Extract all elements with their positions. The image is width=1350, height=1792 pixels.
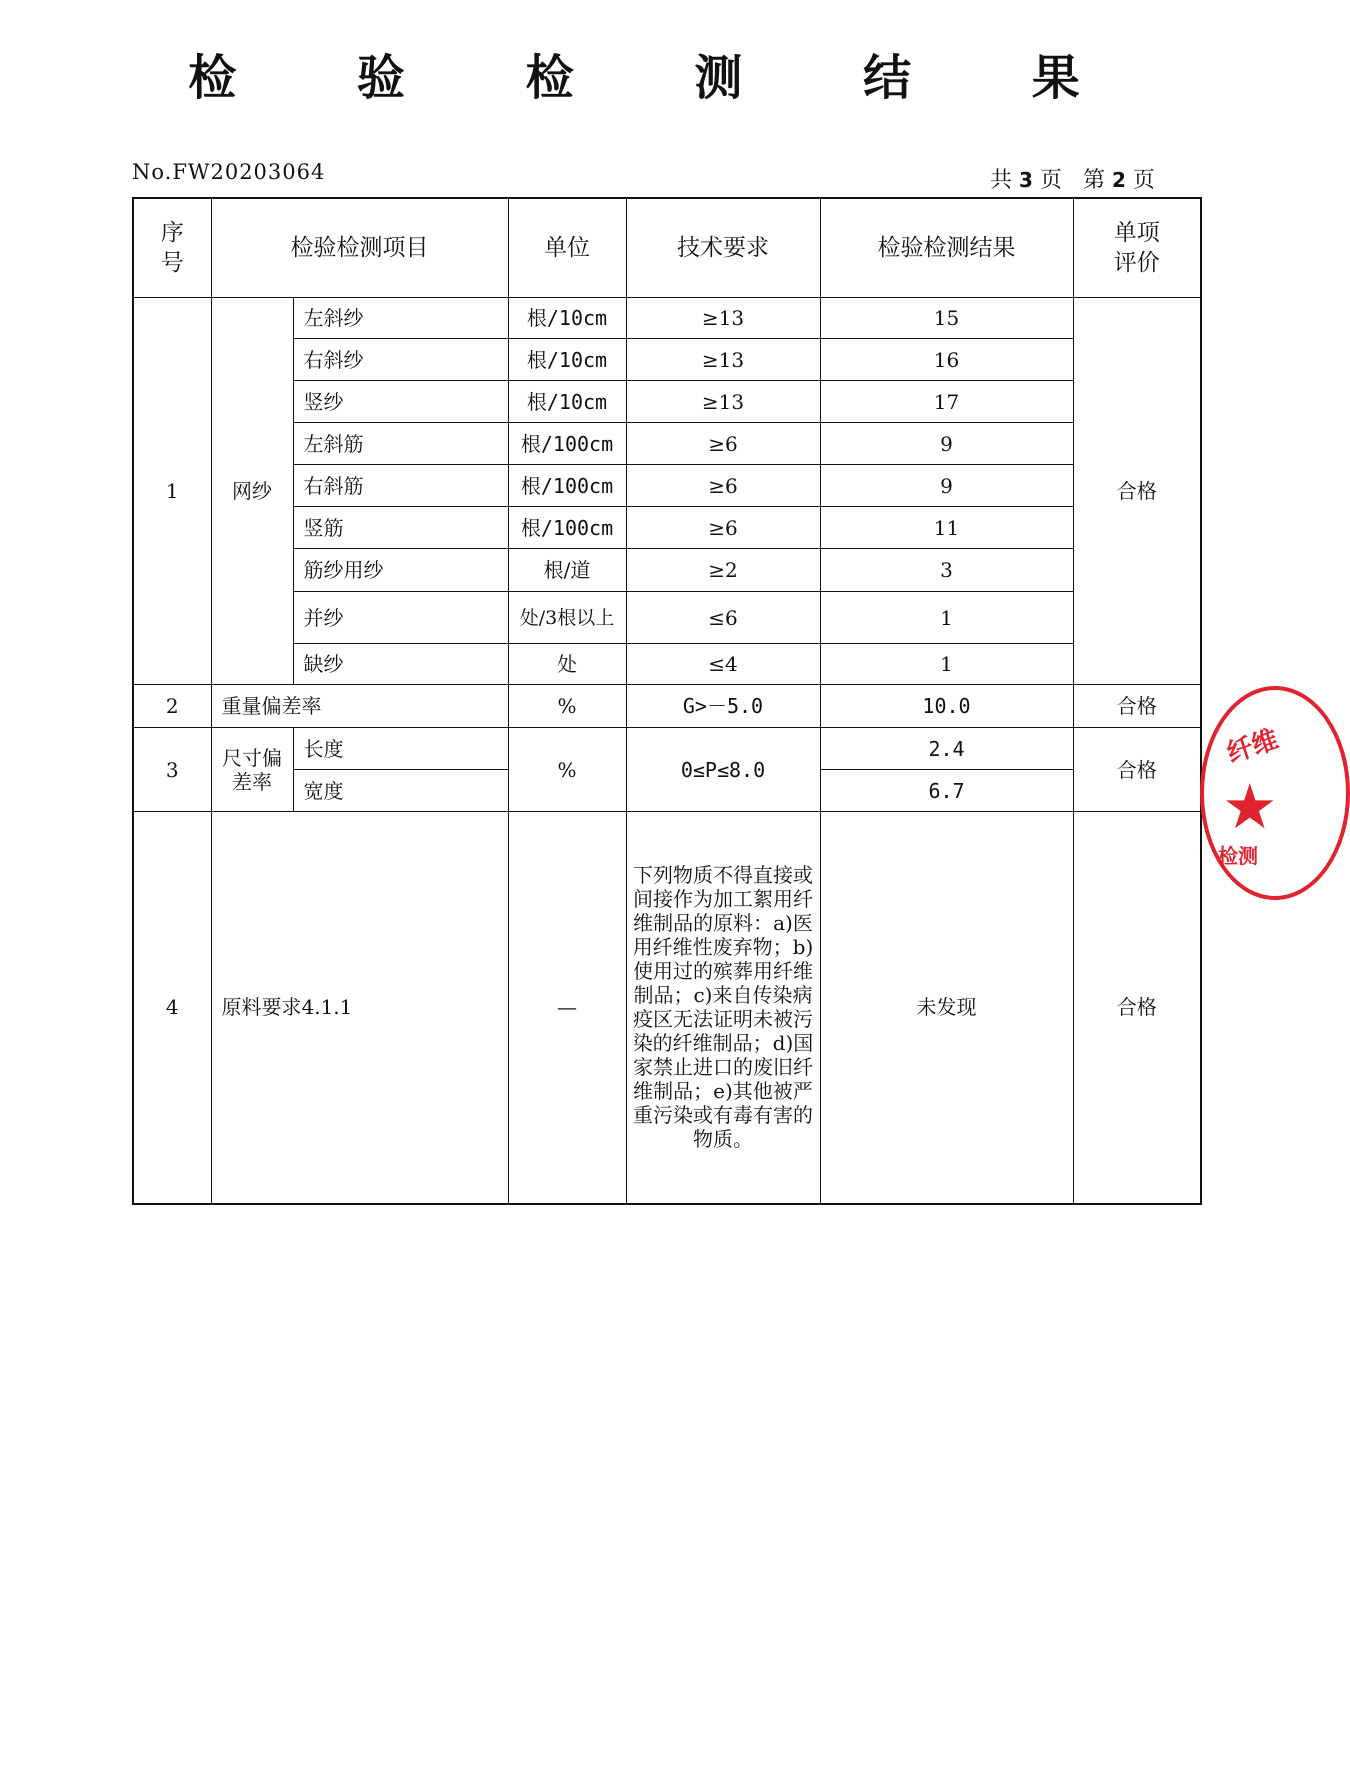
evaluation-cell: 合格 bbox=[1073, 298, 1201, 685]
table-row bbox=[133, 685, 1201, 728]
result-cell: 9 bbox=[820, 465, 1073, 507]
seal-text: 检测 bbox=[1218, 844, 1258, 868]
group-name-cell: 网纱 bbox=[211, 298, 293, 685]
unit-cell: 根/道 bbox=[508, 549, 626, 592]
table-row bbox=[133, 549, 1201, 592]
requirement-cell: 0≤P≤8.0 bbox=[626, 728, 820, 812]
header-evaluation: 单项评价 bbox=[1073, 198, 1201, 298]
unit-cell: 根/10cm bbox=[508, 339, 626, 381]
item-cell: 左斜纱 bbox=[293, 298, 508, 339]
unit-cell: 根/100cm bbox=[508, 465, 626, 507]
result-cell: 6.7 bbox=[820, 770, 1073, 812]
item-cell: 左斜筋 bbox=[293, 423, 508, 465]
page-total: 3 bbox=[1019, 168, 1033, 192]
evaluation-cell: 合格 bbox=[1073, 685, 1201, 728]
item-cell: 原料要求4.1.1 bbox=[211, 812, 508, 1204]
requirement-cell: ≥6 bbox=[626, 423, 820, 465]
page-word: 页 bbox=[1039, 168, 1062, 193]
requirement-cell: ≥13 bbox=[626, 339, 820, 381]
table-header-row bbox=[133, 198, 1201, 298]
result-cell: 15 bbox=[820, 298, 1073, 339]
result-cell: 未发现 bbox=[820, 812, 1073, 1204]
document-title: 检 验 检 测 结 果 bbox=[188, 50, 1132, 106]
table-row bbox=[133, 644, 1201, 685]
table-row bbox=[133, 465, 1201, 507]
star-icon: ★ bbox=[1222, 770, 1278, 843]
table-row bbox=[133, 507, 1201, 549]
table-row bbox=[133, 339, 1201, 381]
unit-cell: 根/100cm bbox=[508, 423, 626, 465]
item-cell: 右斜纱 bbox=[293, 339, 508, 381]
requirement-cell: ≤6 bbox=[626, 592, 820, 644]
evaluation-cell: 合格 bbox=[1073, 812, 1201, 1204]
unit-cell: % bbox=[508, 728, 626, 812]
result-cell: 10.0 bbox=[820, 685, 1073, 728]
header-result: 检验检测结果 bbox=[820, 198, 1073, 298]
table-row bbox=[133, 812, 1201, 1204]
header-seq: 序号 bbox=[133, 198, 211, 298]
sub-item-cell: 宽度 bbox=[293, 770, 508, 812]
result-cell: 16 bbox=[820, 339, 1073, 381]
page-indicator bbox=[990, 163, 1155, 194]
result-cell: 3 bbox=[820, 549, 1073, 592]
unit-cell: — bbox=[508, 812, 626, 1204]
seq-cell: 1 bbox=[133, 298, 211, 685]
header-requirement: 技术要求 bbox=[626, 198, 820, 298]
table-row bbox=[133, 423, 1201, 465]
header-item: 检验检测项目 bbox=[211, 198, 508, 298]
result-cell: 1 bbox=[820, 644, 1073, 685]
result-cell: 9 bbox=[820, 423, 1073, 465]
seq-cell: 2 bbox=[133, 685, 211, 728]
requirement-cell: 下列物质不得直接或间接作为加工絮用纤维制品的原料：a)医用纤维性废弃物；b)使用过的殡葬用纤维制品；c)来自传染病疫区无法证明未被污染的纤维制品；d)国家禁止进口的废旧纤维制品；e)其他被严重污染或有毒有害的物质。 bbox=[626, 812, 820, 1204]
unit-cell: 根/100cm bbox=[508, 507, 626, 549]
result-cell: 2.4 bbox=[820, 728, 1073, 770]
unit-cell: 根/10cm bbox=[508, 381, 626, 423]
page-word: 页 bbox=[1132, 168, 1155, 193]
page-current: 2 bbox=[1111, 168, 1126, 192]
table-row bbox=[133, 592, 1201, 644]
evaluation-cell: 合格 bbox=[1073, 728, 1201, 812]
table-row bbox=[133, 728, 1201, 770]
unit-cell: 处 bbox=[508, 644, 626, 685]
seal-text: 纤维 bbox=[1223, 724, 1283, 770]
table-row bbox=[133, 381, 1201, 423]
item-cell: 竖筋 bbox=[293, 507, 508, 549]
page-total-prefix: 共 bbox=[990, 168, 1013, 193]
requirement-cell: ≥2 bbox=[626, 549, 820, 592]
official-seal bbox=[1200, 686, 1350, 900]
page-current-prefix: 第 bbox=[1082, 168, 1105, 193]
item-cell: 并纱 bbox=[293, 592, 508, 644]
requirement-cell: G>－5.0 bbox=[626, 685, 820, 728]
seq-cell: 3 bbox=[133, 728, 211, 812]
unit-cell: 处/3根以上 bbox=[508, 592, 626, 644]
item-cell: 筋纱用纱 bbox=[293, 549, 508, 592]
table-row bbox=[133, 298, 1201, 339]
sub-item-cell: 长度 bbox=[293, 728, 508, 770]
requirement-cell: ≥6 bbox=[626, 465, 820, 507]
requirement-cell: ≥6 bbox=[626, 507, 820, 549]
results-table bbox=[132, 197, 1202, 1205]
item-cell: 右斜筋 bbox=[293, 465, 508, 507]
requirement-cell: ≥13 bbox=[626, 381, 820, 423]
requirement-cell: ≤4 bbox=[626, 644, 820, 685]
report-number: No.FW20203064 bbox=[132, 160, 326, 184]
result-cell: 17 bbox=[820, 381, 1073, 423]
seq-cell: 4 bbox=[133, 812, 211, 1204]
header-unit: 单位 bbox=[508, 198, 626, 298]
unit-cell: 根/10cm bbox=[508, 298, 626, 339]
result-cell: 1 bbox=[820, 592, 1073, 644]
requirement-cell: ≥13 bbox=[626, 298, 820, 339]
item-cell: 缺纱 bbox=[293, 644, 508, 685]
result-cell: 11 bbox=[820, 507, 1073, 549]
item-cell: 竖纱 bbox=[293, 381, 508, 423]
item-cell: 重量偏差率 bbox=[211, 685, 508, 728]
item-cell: 尺寸偏差率 bbox=[211, 728, 293, 812]
unit-cell: % bbox=[508, 685, 626, 728]
